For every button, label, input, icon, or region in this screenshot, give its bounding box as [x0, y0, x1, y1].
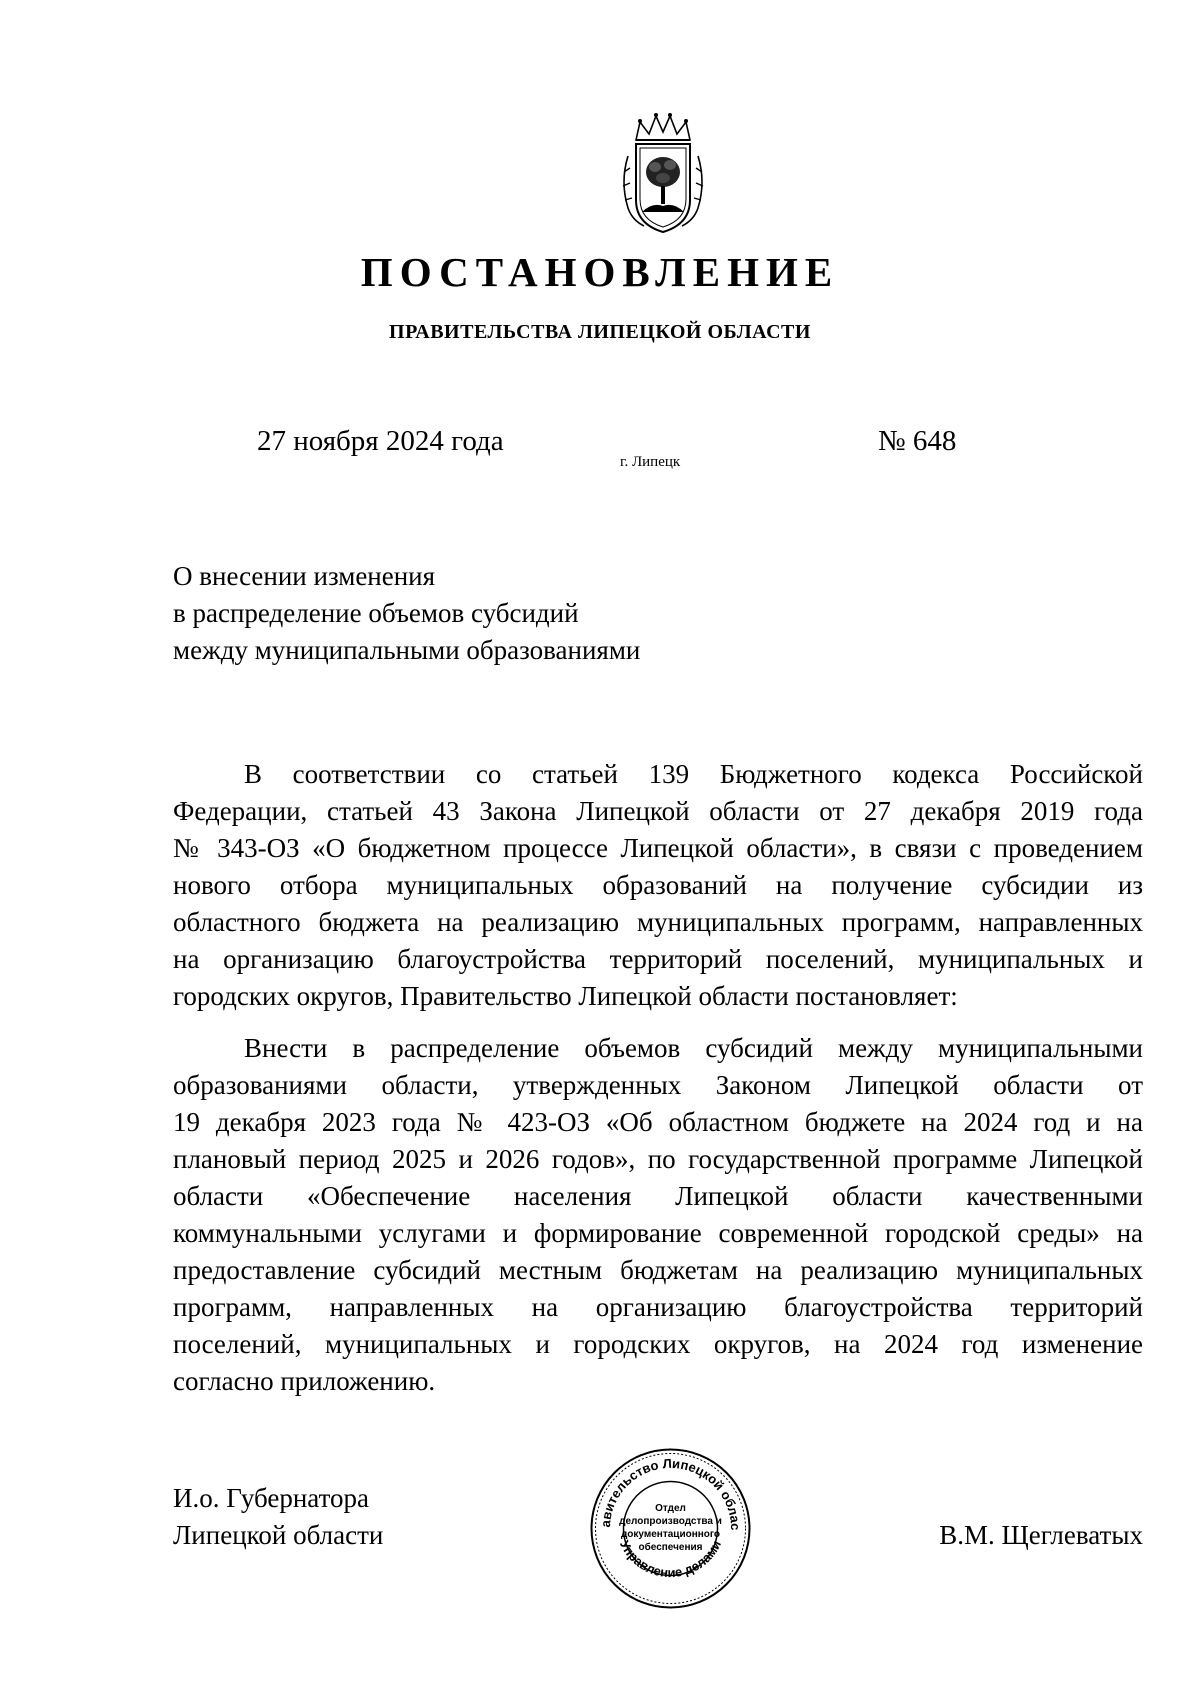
paragraph-line: областного бюджета на реализацию муниципальных программ, направленных: [173, 907, 1143, 937]
paragraph-line: образованиями области, утвержденных Законом Липецкой области от: [173, 1070, 1143, 1100]
paragraph-line: поселений, муниципальных и городских округов, на 2024 год изменение: [173, 1329, 1143, 1359]
subject-line: между муниципальными образованиями: [173, 635, 641, 665]
paragraph-line: программ, направленных на организацию благоустройства территорий: [173, 1292, 1143, 1322]
subject-line: О внесении изменения: [173, 561, 436, 591]
paragraph-line: городских округов, Правительство Липецкой области постановляет:: [173, 981, 958, 1011]
paragraph-line: Федерации, статьей 43 Закона Липецкой области от 27 декабря 2019 года: [173, 796, 1143, 826]
document-subtitle: ПРАВИТЕЛЬСТВА ЛИПЕЦКОЙ ОБЛАСТИ: [389, 321, 811, 343]
signatory-name: В.М. Щеглеватых: [939, 1520, 1143, 1550]
subject-line: в распределение объемов субсидий: [173, 598, 579, 628]
document-subject: [173, 558, 733, 669]
stamp-inner-line: делопроизводства и: [619, 1516, 722, 1527]
document-number: № 648: [878, 425, 957, 457]
stamp-inner-line: Отдел: [655, 1503, 686, 1514]
stamp-inner-line: обеспечения: [638, 1542, 703, 1553]
lipetsk-coat-of-arms-icon: [618, 112, 708, 240]
stamp-outer-bottom-text: Управление делами: [616, 1537, 725, 1581]
signatory-position-line: Липецкой области: [173, 1520, 384, 1550]
signatory-position: [173, 1480, 383, 1554]
signatory-position-line: И.о. Губернатора: [173, 1483, 370, 1513]
body-paragraph-1: [173, 756, 1143, 1015]
stamp-inner-line: документационного: [620, 1529, 721, 1540]
document-title: ПОСТАНОВЛЕНИЕ: [360, 249, 840, 295]
paragraph-line: согласно приложению.: [173, 1366, 436, 1396]
paragraph-line: области «Обеспечение населения Липецкой области качественными: [173, 1181, 1143, 1211]
document-city: г. Липецк: [620, 454, 681, 470]
paragraph-line: плановый период 2025 и 2026 годов», по государственной программе Липецкой: [173, 1144, 1143, 1174]
paragraph-line: предоставление субсидий местным бюджетам на реализацию муниципальных: [173, 1255, 1143, 1285]
paragraph-line: на организацию благоустройства территорий поселений, муниципальных и: [173, 944, 1143, 974]
paragraph-line: Внести в распределение объемов субсидий между муниципальными: [244, 1033, 1143, 1063]
paragraph-line: В соответствии со статьей 139 Бюджетного кодекса Российской: [244, 759, 1143, 789]
document-date: 27 ноября 2024 года: [257, 425, 504, 457]
body-paragraph-2: [173, 1030, 1143, 1400]
paragraph-line: № 343-ОЗ «О бюджетном процессе Липецкой области», в связи с проведением: [173, 833, 1143, 863]
paragraph-line: нового отбора муниципальных образований на получение субсидии из: [173, 870, 1143, 900]
official-stamp: [588, 1446, 753, 1611]
stamp-outer-top-text: авительство Липецкой облас: [597, 1455, 744, 1531]
paragraph-line: 19 декабря 2023 года № 423-ОЗ «Об областном бюджете на 2024 год и на: [173, 1107, 1143, 1137]
paragraph-line: коммунальными услугами и формирование современной городской среды» на: [173, 1218, 1143, 1248]
